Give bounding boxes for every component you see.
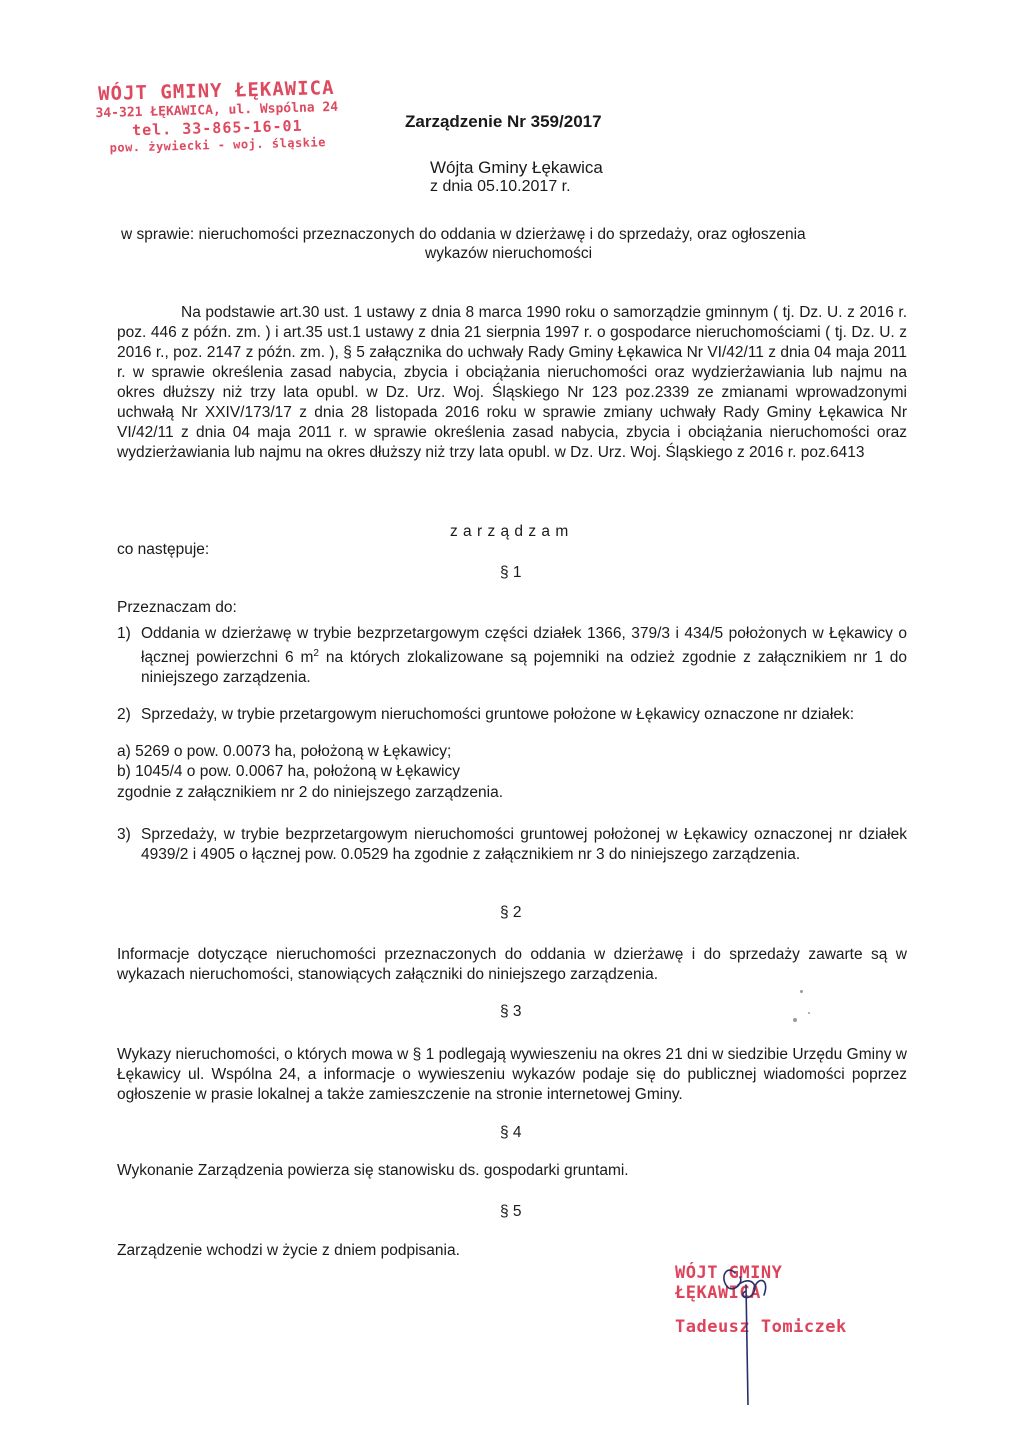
list-item-3-number: 3)	[117, 826, 131, 843]
plot-item-a: a) 5269 o pow. 0.0073 ha, położoną w Łękawicy;	[117, 743, 452, 760]
plot-item-b: b) 1045/4 o pow. 0.0067 ha, położoną w Łękawicy	[117, 763, 460, 780]
list-item-2-text: Sprzedaży, w trybie przetargowym nieruchomości gruntowe położone w Łękawicy oznaczone nr działek:	[141, 706, 855, 723]
list-item-2	[117, 705, 907, 725]
subject-line-1: w sprawie: nieruchomości przeznaczonych do oddania w dzierżawę i do sprzedaży, oraz ogłoszenia	[121, 226, 806, 243]
list-item-1-number: 1)	[117, 625, 131, 642]
signature-stamp-title: WÓJT GMINY ŁĘKAWICA	[675, 1263, 783, 1303]
section-4-text: Wykonanie Zarządzenia powierza się stanowisku ds. gospodarki gruntami.	[117, 1162, 629, 1179]
legal-basis-paragraph: Na podstawie art.30 ust. 1 ustawy z dnia 8 marca 1990 roku o samorządzie gminnym ( tj. Dz. U. z 2016 r. poz. 446 z późn. zm. ) i art.35 ust.1 ustawy z dnia 21 sierpnia 1997 r. o gospodarce nieruchomościami ( tj. Dz. U. z 2016 r., poz. 2147 z późn. zm. ), § 5 załącznika do uchwały Rady Gminy Łękawica Nr VI/42/11 z dnia 04 maja 2011 r. w sprawie określenia zasad nabycia, zbycia i obciążania nieruchomości oraz wydzierżawiania lub najmu na okres dłuższy niż trzy lata opubl. w Dz. Urz. Woj. Śląskiego Nr 123 poz.2339 ze zmianami wprowadzonymi uchwałą Nr XXIV/173/17 z dnia 28 listopada 2016 roku w sprawie zmiany uchwały Rady Gminy Łękawica Nr VI/42/11 z dnia 04 maja 2011 r. w sprawie określenia zasad nabycia, zbycia i obciążania nieruchomości oraz wydzierżawiania lub najmu na okres dłuższy niż trzy lata opubl. w Dz. Urz. Woj. Śląskiego z 2016 r. poz.6413	[117, 304, 907, 461]
scan-speck	[808, 1012, 810, 1014]
subject-line-2: wykazów nieruchomości	[425, 245, 593, 262]
list-item-3	[117, 825, 907, 865]
stamp-line-3: tel. 33-865-16-01	[131, 116, 303, 140]
list-item-2-number: 2)	[117, 706, 131, 723]
list-item-2-closing: zgodnie z załącznikiem nr 2 do niniejszego zarządzenia.	[117, 784, 503, 801]
stamp-line-1: WÓJT GMINY ŁĘKAWICA	[97, 76, 335, 106]
signature-stamp-name: Tadeusz Tomiczek	[675, 1317, 847, 1337]
document-title: Zarządzenie Nr 359/2017	[405, 112, 602, 131]
section-3-heading: § 3	[500, 1003, 522, 1020]
section-2-text: Informacje dotyczące nieruchomości przeznaczonych do oddania w dzierżawę i do sprzedaży zawarte są w wykazach nieruchomości, stanowiących załączniki do niniejszego zarządzenia.	[117, 946, 907, 983]
section-4-heading: § 4	[500, 1124, 522, 1141]
stamp-line-2: 34-321 ŁĘKAWICA, ul. Wspólna 24	[95, 99, 339, 122]
document-date: z dnia 05.10.2017 r.	[430, 178, 571, 195]
handwritten-signature	[680, 1255, 800, 1405]
scan-speck	[793, 1018, 797, 1022]
list-item-1	[117, 624, 907, 688]
stamp-line-4: pow. żywiecki - woj. śląskie	[109, 135, 327, 155]
scan-speck	[800, 990, 803, 993]
list-item-1-text	[141, 624, 907, 688]
section-2-heading: § 2	[500, 904, 522, 921]
decree-word: z a r z ą d z a m	[450, 523, 569, 540]
office-stamp	[91, 77, 343, 156]
list-item-3-text: Sprzedaży, w trybie bezprzetargowym nieruchomości gruntowej położonej w Łękawicy oznaczonej nr działek 4939/2 i 4905 o łącznej pow. 0.0529 ha zgodnie z załącznikiem nr 3 do niniejszego zarządzenia.	[141, 826, 907, 863]
section-5-heading: § 5	[500, 1203, 522, 1220]
area-unit-superscript: 2	[313, 648, 319, 659]
list-item-1-text-b: na których zlokalizowane są pojemniki na odzież zgodnie z załącznikiem nr 1 do niniejszego zarządzenia.	[141, 649, 907, 687]
section-1-intro: Przeznaczam do:	[117, 599, 237, 616]
list-item-1-text-a: Oddania w dzierżawę w trybie bezprzetargowym części działek 1366, 379/3 i 434/5 położonych w Łękawicy o łącznej powierzchni 6 m	[141, 625, 907, 667]
decree-follow: co następuje:	[117, 541, 210, 558]
document-issuer: Wójta Gminy Łękawica	[430, 158, 603, 177]
section-1-heading: § 1	[500, 564, 522, 581]
section-3-text: Wykazy nieruchomości, o których mowa w § 1 podlegają wywieszeniu na okres 21 dni w siedzibie Urzędu Gminy w Łękawicy ul. Wspólna 24, a informacje o wywieszeniu wykazów podaje się do publicznej wiadomości poprzez ogłoszenie w prasie lokalnej a także zamieszczenie na stronie internetowej Gminy.	[117, 1046, 907, 1103]
section-5-text: Zarządzenie wchodzi w życie z dniem podpisania.	[117, 1242, 460, 1259]
